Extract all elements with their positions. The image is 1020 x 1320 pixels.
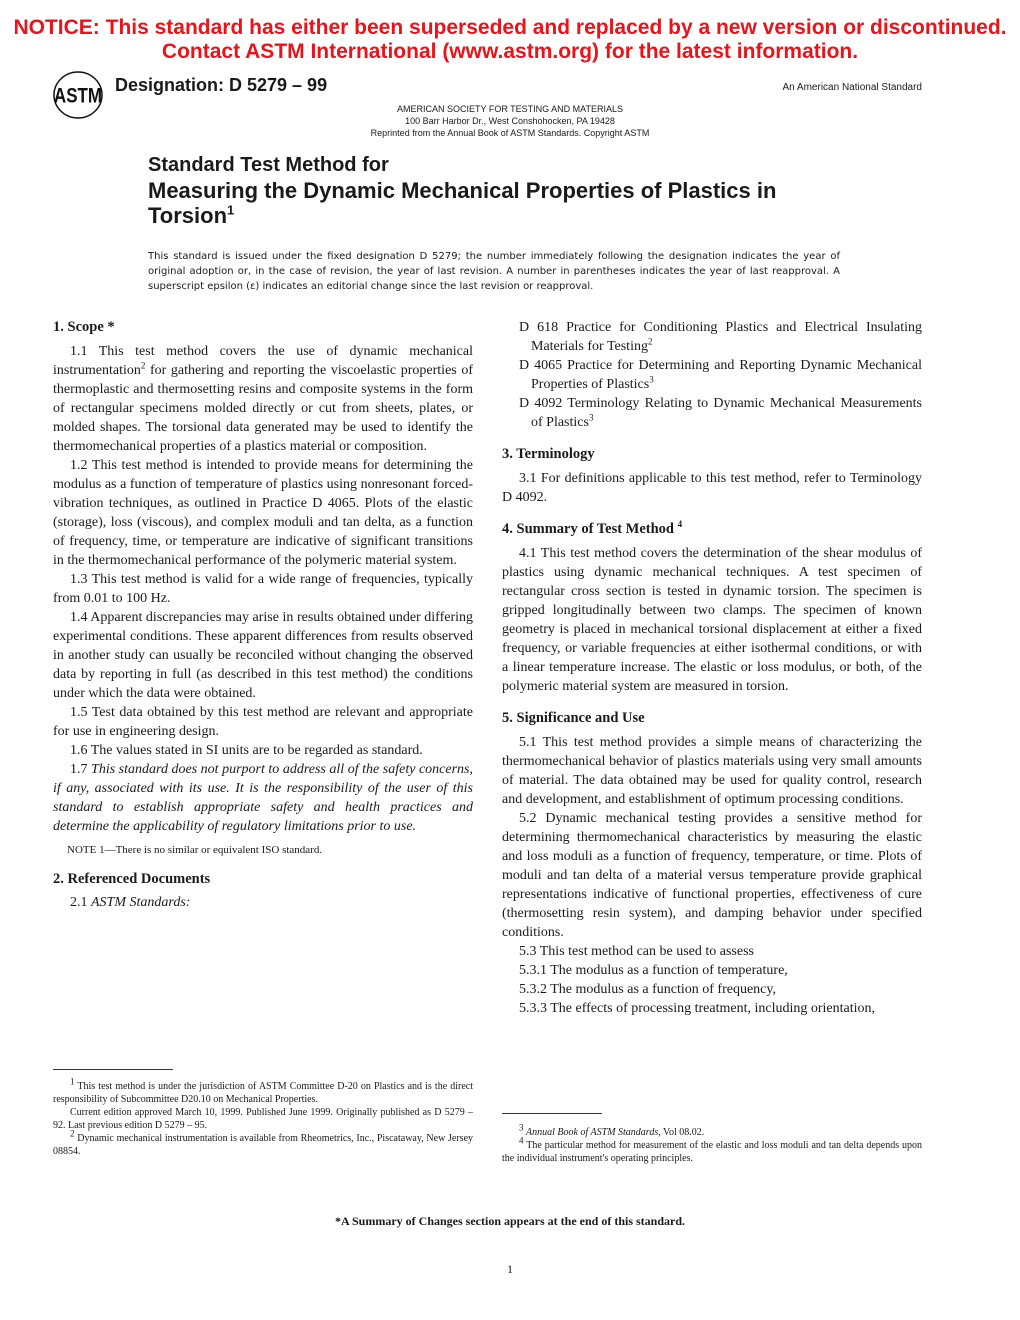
footnote-rule-left — [53, 1069, 173, 1070]
section-2-heading: 2. Referenced Documents — [53, 871, 211, 887]
para-2-1: 2.1 ASTM Standards: — [70, 895, 191, 910]
footnotes-right — [502, 1122, 922, 1165]
designation: Designation: D 5279 – 99 — [115, 75, 328, 95]
para-1-2: 1.2 This test method is intended to provide means for determining the modulus as a function of temperature of plastics using nonresonant forced-vibration techniques, as outlined in Practice D 4065. Plots of the elastic (storage), loss (viscous), and complex moduli and tan delta, as a function of frequency, time, or temperature are indicative of significant transitions in the thermomechanical performance of the polymeric material system. — [53, 458, 473, 568]
para-5-3: 5.3 This test method can be used to assess — [519, 944, 754, 959]
para-5-3-1: 5.3.1 The modulus as a function of temperature, — [519, 963, 788, 978]
notice-line-1: NOTICE: This standard has either been superseded and replaced by a new version or discontinued. — [13, 16, 1007, 39]
title-footnote-ref: 1 — [227, 202, 235, 218]
para-5-2: 5.2 Dynamic mechanical testing provides a sensitive method for determining thermomechanical characteristics by measuring the elastic and loss moduli as a function of frequency, temperature, or time. Plots of moduli and tan delta of a material versus temperature provide graphical representations indicative of functional properties, effectiveness of cure (thermosetting resin system), and damping behavior under specified conditions. — [502, 811, 922, 940]
section-1-heading: 1. Scope * — [53, 319, 115, 335]
publisher-block — [0, 103, 1020, 139]
section-4-heading: 4. Summary of Test Method $^4$ — [502, 519, 683, 537]
title-line-3: Torsion — [148, 203, 228, 228]
ref-d4065: D 4065 Practice for Determining and Reporting Dynamic Mechanical Properties of Plastics$^3$ — [519, 358, 922, 392]
national-standard-label: An American National Standard — [782, 82, 922, 93]
para-5-3-2: 5.3.2 The modulus as a function of frequency, — [519, 982, 776, 997]
footnote-2: $^2$ Dynamic mechanical instrumentation is available from Rheometrics, Inc., Piscataway, New Jersey 08854. — [53, 1128, 474, 1157]
issuance-note: This standard is issued under the fixed designation D 5279; the number immediately following the designation indicates the year of original adoption or, in the case of revision, the year of last revision. A number in parentheses indicates the year of last reapproval. A superscript epsilon (ε) indicates an editorial change since the last revision or reapproval. — [148, 251, 840, 292]
para-1-4: 1.4 Apparent discrepancies may arise in results obtained under differing experimental conditions. These apparent differences from results observed in another study can usually be reconciled without changing the observed data by reporting in full (as described in this test method) the conditions under which the data were obtained. — [53, 610, 473, 701]
footnote-3: $^3$ Annual Book of ASTM Standards, Vol 08.02. — [519, 1122, 705, 1138]
para-1-1: 1.1 This test method covers the use of dynamic mechanical instrumentation$^2$ for gathering and reporting the viscoelastic properties of thermoplastic and thermosetting resins and composite systems in the form of rectangular specimens molded directly or cut from sheets, plates, or molded shapes. The torsional data generated may be used to identify the thermomechanical properties of a plastics material or composition. — [53, 344, 473, 454]
page-number: 1 — [507, 1262, 513, 1276]
para-4-1: 4.1 This test method covers the determination of the shear modulus of plastics using dynamic mechanical techniques. A test specimen of rectangular cross section is tested in dynamic torsion. The specimen is gripped longitudinally between two clamps. The specimen of known geometry is placed in mechanical torsional displacement at either a fixed frequency, or variable frequencies at either isothermal conditions, or with a linear temperature increase. The elastic or loss modulus, or both, of the polymeric material system are measured in torsion. — [502, 546, 922, 694]
footnote-1: $^1$ This test method is under the jurisdiction of ASTM Committee D-20 on Plastics and is the direct responsibility of Subcommittee D20.10 on Mechanical Properties. — [53, 1076, 473, 1105]
notice-line-2: Contact ASTM International (www.astm.org) for the latest information. — [161, 40, 859, 63]
note-1: NOTE 1—There is no similar or equivalent ISO standard. — [67, 844, 323, 856]
society-name: AMERICAN SOCIETY FOR TESTING AND MATERIALS — [396, 104, 624, 114]
footnote-4: $^4$ The particular method for measurement of the elastic and loss moduli and tan delta depends upon the individual instrument's operating principles. — [502, 1135, 922, 1164]
section-5-heading: 5. Significance and Use — [502, 710, 645, 726]
footnotes-left — [53, 1076, 474, 1158]
para-1-7: 1.7 This standard does not purport to address all of the safety concerns, if any, associated with its use. It is the responsibility of the user of this standard to establish appropriate safety and health practices and determine the applicability of regulatory limitations prior to use. — [53, 762, 473, 834]
footnote-rule-right — [502, 1113, 602, 1114]
para-1-5: 1.5 Test data obtained by this test method are relevant and appropriate for use in engineering design. — [53, 705, 473, 739]
para-1-6: 1.6 The values stated in SI units are to be regarded as standard. — [70, 743, 423, 758]
ref-d618: D 618 Practice for Conditioning Plastics and Electrical Insulating Materials for Testing$^2$ — [519, 320, 922, 354]
para-3-1: 3.1 For definitions applicable to this test method, refer to Terminology D 4092. — [502, 471, 922, 505]
para-5-3-3: 5.3.3 The effects of processing treatment, including orientation, — [519, 1001, 875, 1016]
summary-of-changes-note: *A Summary of Changes section appears at the end of this standard. — [334, 1214, 686, 1228]
ref-d4092: D 4092 Terminology Relating to Dynamic Mechanical Measurements of Plastics$^3$ — [519, 396, 922, 430]
reprint-notice: Reprinted from the Annual Book of ASTM Standards. Copyright ASTM — [370, 128, 650, 138]
left-column — [53, 318, 473, 912]
para-1-3: 1.3 This test method is valid for a wide range of frequencies, typically from 0.01 to 100 Hz. — [53, 572, 473, 606]
footnote-1-edition: Current edition approved March 10, 1999. Published June 1999. Originally published as D 5279 – 92. Last previous edition D 5279 – 95. — [53, 1107, 473, 1131]
right-column — [502, 318, 922, 1018]
title-line-1: Standard Test Method for — [148, 154, 389, 176]
section-3-heading: 3. Terminology — [502, 446, 595, 462]
logo-text: ASTM — [53, 84, 103, 109]
page-title — [148, 153, 888, 228]
title-line-2: Measuring the Dynamic Mechanical Properties of Plastics in — [148, 178, 777, 203]
para-5-1: 5.1 This test method provides a simple means of characterizing the thermomechanical behavior of plastics materials using very small amounts of material. The data obtained may be used for quality control, research and development, and establishment of optimum processing conditions. — [502, 735, 922, 807]
society-address: 100 Barr Harbor Dr., West Conshohocken, PA 19428 — [405, 116, 615, 126]
